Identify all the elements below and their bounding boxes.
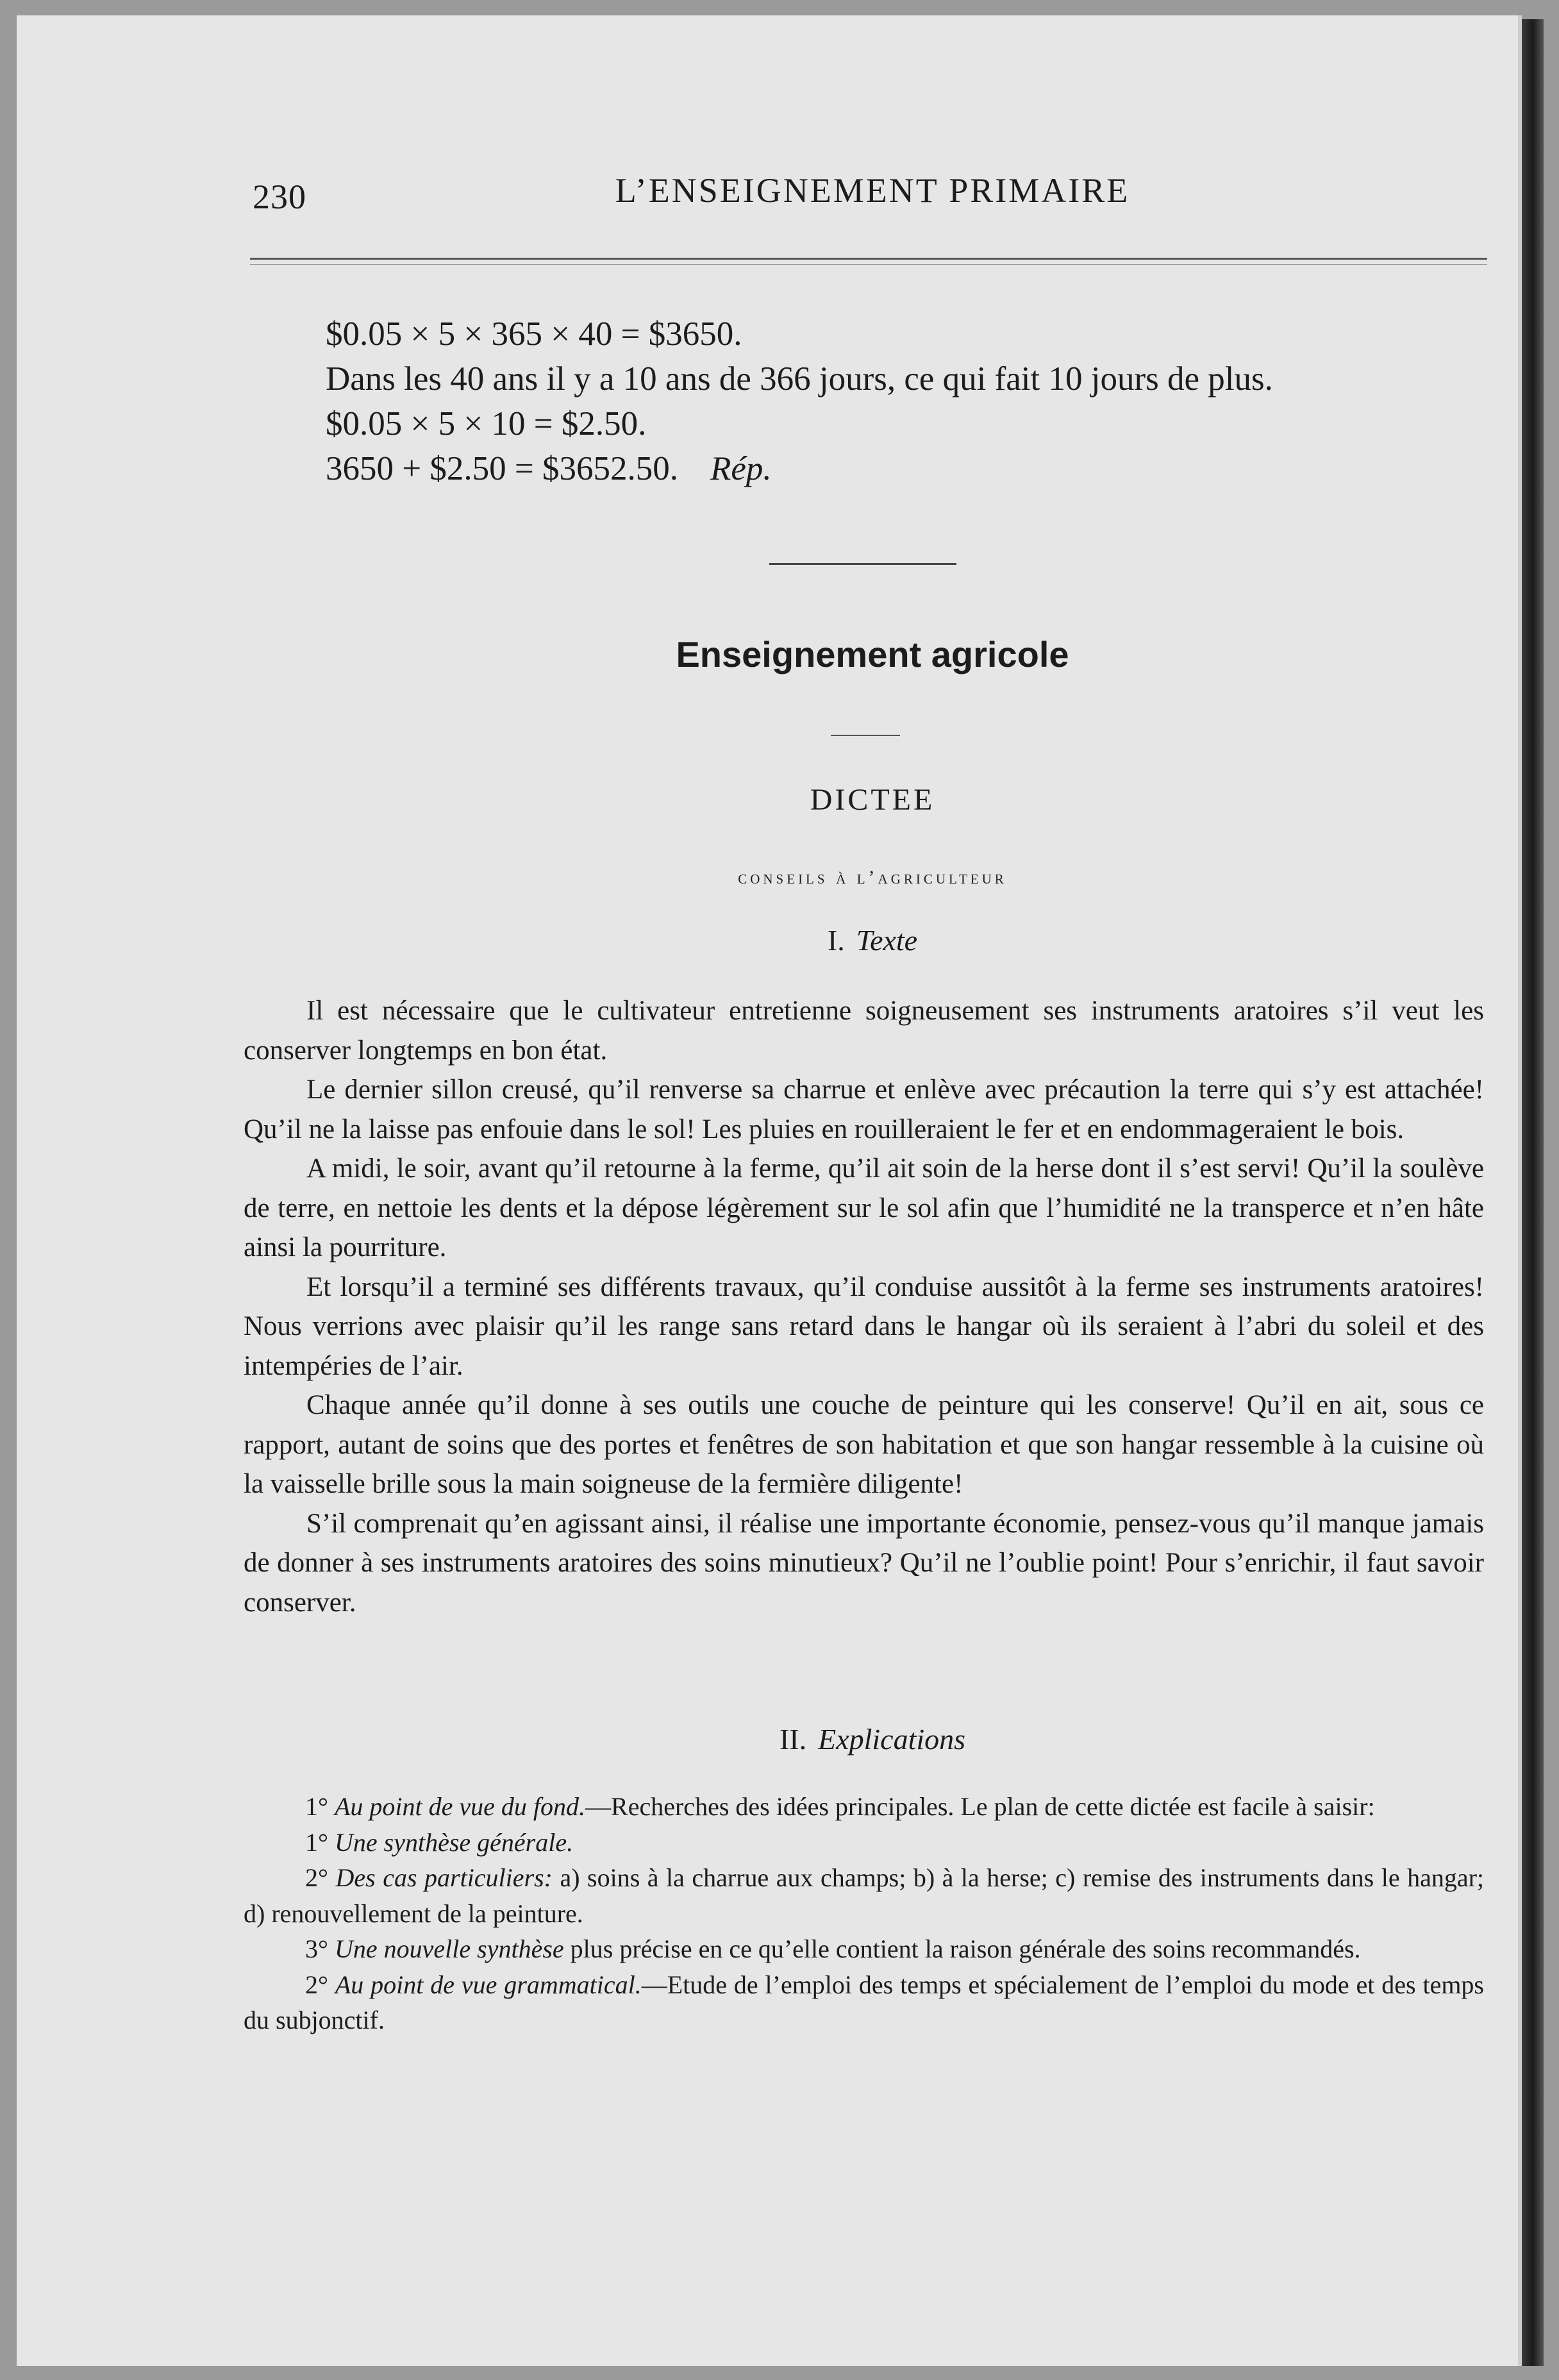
- part-heading-explications: [235, 1722, 1510, 1756]
- item-heading: Une nouvelle synthèse: [335, 1934, 564, 1963]
- part-numeral: I.: [827, 924, 845, 957]
- calc-line-1: $0.05 × 5 × 365 × 40 = $3650.: [326, 315, 742, 353]
- calc-line-2: Dans les 40 ans il y a 10 ans de 366 jours, ce qui fait 10 jours de plus.: [326, 360, 1273, 398]
- paragraph: Et lorsqu’il a terminé ses différents travaux, qu’il conduise aussitôt à la ferme ses instruments aratoires! Nous verrions avec plaisir qu’il les range sans retard dans le hangar où ils seraient à l’abri du soleil et des intempéries de l’air.: [244, 1271, 1484, 1381]
- section-title: Enseignement agricole: [676, 634, 1069, 675]
- item-text: a) soins à la charrue aux champs; b) à la herse; c) remise des instruments dans le hangar; d) renouvellement de la peinture.: [244, 1863, 1485, 1928]
- explication-item: [244, 1931, 1484, 1967]
- item-text: —Recherches des idées principales. Le plan de cette dictée est facile à saisir:: [585, 1792, 1375, 1821]
- dictee-subtitle: conseils à l’agriculteur: [738, 867, 1007, 888]
- item-number: 1°: [305, 1792, 328, 1821]
- part-title: Explications: [818, 1723, 966, 1756]
- page-number: 230: [253, 178, 306, 216]
- item-number: 3°: [305, 1934, 328, 1963]
- header-rule: [250, 258, 1487, 260]
- item-number: 1°: [305, 1827, 328, 1857]
- item-number: 2°: [305, 1863, 328, 1892]
- dictee-text: [244, 991, 1484, 1622]
- part-title: Texte: [856, 924, 918, 957]
- explication-item: [244, 1860, 1484, 1931]
- explication-item: [244, 1789, 1484, 1825]
- explication-item: [244, 1967, 1484, 2038]
- dictee-heading: DICTEE: [810, 783, 935, 817]
- item-text: —Etude de l’emploi des temps et spécialement de l’emploi du mode et des temps du subjonctif.: [244, 1970, 1485, 2034]
- item-number: 2°: [305, 1970, 328, 1999]
- item-heading: Au point de vue du fond.: [335, 1792, 586, 1821]
- header-rule-thin: [250, 264, 1487, 265]
- calculation-block: [326, 312, 1480, 491]
- calc-line-4: [326, 446, 1480, 491]
- part-numeral: II.: [779, 1723, 807, 1756]
- paragraph: Il est nécessaire que le cultivateur entretienne soigneusement ses instruments aratoires s’il veut les conserver longtemps en bon état.: [244, 996, 1484, 1066]
- calc-result: 3650 + $2.50 = $3652.50.: [326, 450, 679, 487]
- running-header: [235, 171, 1485, 215]
- paragraph: A midi, le soir, avant qu’il retourne à la ferme, qu’il ait soin de la herse dont il s’est servi! Qu’il la soulève de terre, en nettoie les dents et la dépose légèrement sur le sol afin que l’humidité ne la transperce et n’en hâte ainsi la pourriture.: [244, 1153, 1484, 1262]
- calc-line-3: $0.05 × 5 × 10 = $2.50.: [326, 405, 647, 442]
- section-separator: [769, 563, 956, 565]
- page-edge-shadow: [1522, 19, 1544, 2366]
- paragraph: S’il comprenait qu’en agissant ainsi, il réalise une importante économie, pensez-vous qu’il manque jamais de donner à ses instruments aratoires des soins minutieux? Qu’il ne l’oublie point! Pour s’enrichir, il faut savoir conserver.: [244, 1508, 1484, 1618]
- paragraph: Le dernier sillon creusé, qu’il renverse sa charrue et enlève avec précaution la terre qui s’y est attachée! Qu’il ne la laisse pas enfouie dans le sol! Les pluies en rouilleraient le fer et en endommageraient le bois.: [244, 1075, 1484, 1144]
- explication-item: [244, 1825, 1484, 1861]
- item-heading: Au point de vue grammatical.: [335, 1970, 642, 1999]
- running-title: L’ENSEIGNEMENT PRIMAIRE: [615, 171, 1130, 210]
- item-text: plus précise en ce qu’elle contient la raison générale des soins recommandés.: [563, 1934, 1361, 1963]
- explications-list: [244, 1789, 1484, 2038]
- item-heading: Une synthèse générale.: [335, 1827, 574, 1857]
- item-heading: Des cas particuliers:: [335, 1863, 553, 1892]
- part-heading-texte: [235, 923, 1510, 957]
- paragraph: Chaque année qu’il donne à ses outils une couche de peinture qui les conserve! Qu’il en ait, sous ce rapport, autant de soins que des portes et fenêtres de son habitation et que son hangar ressemble à la cuisine où la vaisselle brille sous la main soigneuse de la fermière diligente!: [244, 1390, 1484, 1499]
- answer-label: Rép.: [710, 450, 772, 487]
- title-separator: [831, 735, 900, 736]
